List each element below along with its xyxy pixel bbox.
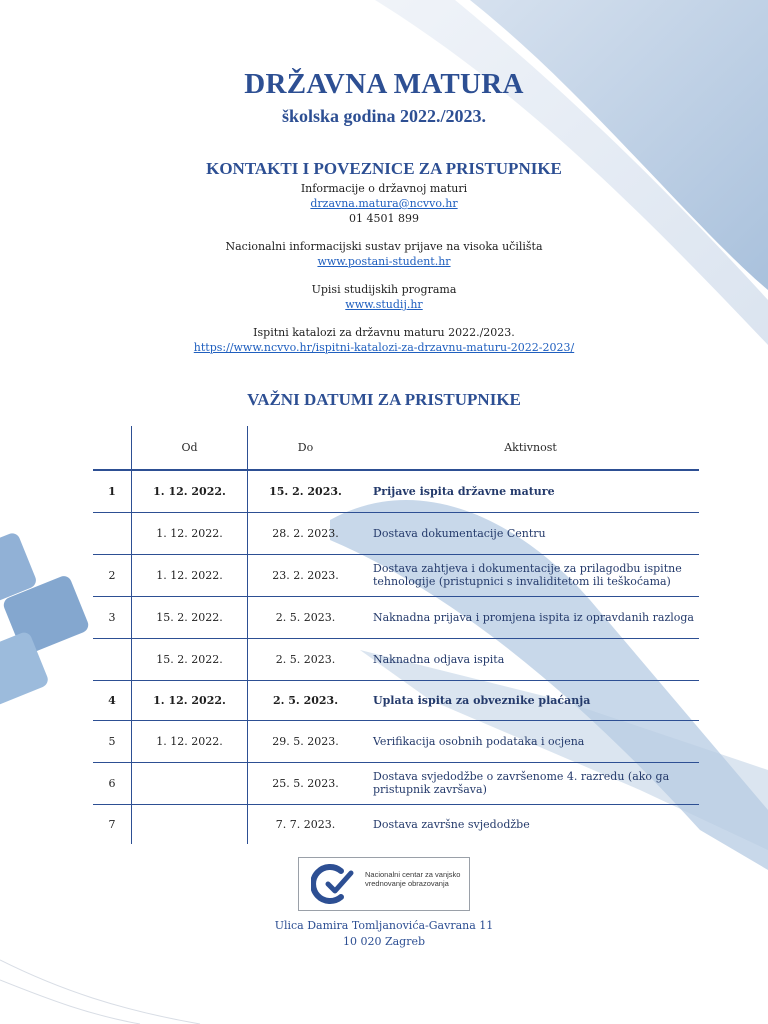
page-subtitle: školska godina 2022./2023. bbox=[281, 106, 487, 126]
row-num: 7 bbox=[108, 817, 116, 831]
contacts-block bbox=[0, 181, 768, 365]
row-aktivnost: Dostava dokumentacije Centru bbox=[363, 512, 699, 554]
table-row bbox=[93, 680, 699, 720]
row-num: 6 bbox=[93, 762, 132, 804]
row-num bbox=[93, 512, 132, 554]
table-row bbox=[93, 720, 699, 762]
row-num: 2 bbox=[93, 554, 132, 596]
row-num: 1 bbox=[93, 470, 132, 512]
row-aktivnost: Prijave ispita državne mature bbox=[363, 470, 699, 512]
table-row bbox=[93, 762, 699, 804]
row-od bbox=[132, 762, 248, 804]
row-num: 4 bbox=[93, 680, 132, 720]
row-od: 1. 12. 2022. bbox=[132, 512, 248, 554]
row-aktivnost: Naknadna odjava ispita bbox=[363, 638, 699, 680]
contact-label: Ispitni katalozi za državnu maturu 2022./2023. bbox=[253, 326, 515, 339]
row-do: 23. 2. 2023. bbox=[248, 554, 364, 596]
row-aktivnost: Dostava zahtjeva i dokumentacije za prilagodbu ispitne tehnologije (pristupnici s invaliditetom ili teškoćama) bbox=[363, 554, 699, 596]
row-aktivnost: Dostava svjedodžbe o završenome 4. razredu (ako ga pristupnik završava) bbox=[363, 762, 699, 804]
table-row bbox=[93, 804, 699, 844]
header-do: Do bbox=[248, 426, 364, 470]
contact-group-matura bbox=[0, 181, 768, 226]
dates-heading: VAŽNI DATUMI ZA PRISTUPNIKE bbox=[247, 390, 521, 409]
row-num: 3 bbox=[93, 596, 132, 638]
row-od: 15. 2. 2022. bbox=[132, 596, 248, 638]
header-aktivnost: Aktivnost bbox=[363, 426, 699, 470]
address bbox=[0, 918, 768, 950]
table-row bbox=[93, 512, 699, 554]
row-od: 1. 12. 2022. bbox=[132, 680, 248, 720]
contact-label: Upisi studijskih programa bbox=[311, 283, 457, 296]
row-aktivnost: Dostava završne svjedodžbe bbox=[373, 817, 530, 831]
table-row bbox=[93, 554, 699, 596]
contact-label: Informacije o državnoj maturi bbox=[300, 182, 468, 195]
row-num bbox=[93, 638, 132, 680]
row-do: 25. 5. 2023. bbox=[248, 762, 364, 804]
email-link[interactable]: drzavna.matura@ncvvo.hr bbox=[310, 197, 458, 210]
row-od: 1. 12. 2022. bbox=[132, 720, 248, 762]
row-do: 2. 5. 2023. bbox=[248, 680, 364, 720]
row-do: 7. 7. 2023. bbox=[248, 804, 364, 844]
contacts-heading: KONTAKTI I POVEZNICE ZA PRISTUPNIKE bbox=[206, 159, 562, 178]
contact-group-studij bbox=[0, 282, 768, 312]
table-row bbox=[93, 470, 699, 512]
contact-label: Nacionalni informacijski sustav prijave na visoka učilišta bbox=[225, 240, 543, 253]
row-aktivnost: Naknadna prijava i promjena ispita iz opravdanih razloga bbox=[363, 596, 699, 638]
page-title: DRŽAVNA MATURA bbox=[244, 68, 524, 100]
address-line-1: Ulica Damira Tomljanovića-Gavrana 11 bbox=[274, 919, 494, 932]
row-od: 1. 12. 2022. bbox=[132, 470, 248, 512]
katalozi-link[interactable]: https://www.ncvvo.hr/ispitni-katalozi-za-drzavnu-maturu-2022-2023/ bbox=[193, 341, 575, 354]
important-dates-table bbox=[93, 426, 699, 844]
ncvvo-logo bbox=[298, 857, 470, 911]
row-aktivnost: Uplata ispita za obveznike plaćanja bbox=[363, 680, 699, 720]
table-row bbox=[93, 638, 699, 680]
header-od: Od bbox=[132, 426, 248, 470]
row-num: 5 bbox=[93, 720, 132, 762]
row-od: 1. 12. 2022. bbox=[132, 554, 248, 596]
row-do: 15. 2. 2023. bbox=[248, 470, 364, 512]
studij-link[interactable]: www.studij.hr bbox=[345, 298, 423, 311]
contact-group-katalozi bbox=[0, 325, 768, 355]
postani-student-link[interactable]: www.postani-student.hr bbox=[317, 255, 451, 268]
row-do: 2. 5. 2023. bbox=[248, 638, 364, 680]
address-line-2: 10 020 Zagreb bbox=[342, 935, 426, 948]
table-row bbox=[93, 596, 699, 638]
row-do: 29. 5. 2023. bbox=[248, 720, 364, 762]
phone-number: 01 4501 899 bbox=[349, 212, 419, 225]
header-num bbox=[93, 426, 132, 470]
row-aktivnost: Verifikacija osobnih podataka i ocjena bbox=[363, 720, 699, 762]
contact-group-nisp bbox=[0, 239, 768, 269]
row-od: 15. 2. 2022. bbox=[132, 638, 248, 680]
row-do: 2. 5. 2023. bbox=[248, 596, 364, 638]
table-header-row bbox=[93, 426, 699, 470]
row-do: 28. 2. 2023. bbox=[248, 512, 364, 554]
row-od bbox=[132, 804, 248, 844]
logo-text: Nacionalni centar za vanjsko vrednovanje obrazovanja bbox=[365, 870, 461, 888]
ncvvo-logo-icon bbox=[311, 863, 357, 905]
